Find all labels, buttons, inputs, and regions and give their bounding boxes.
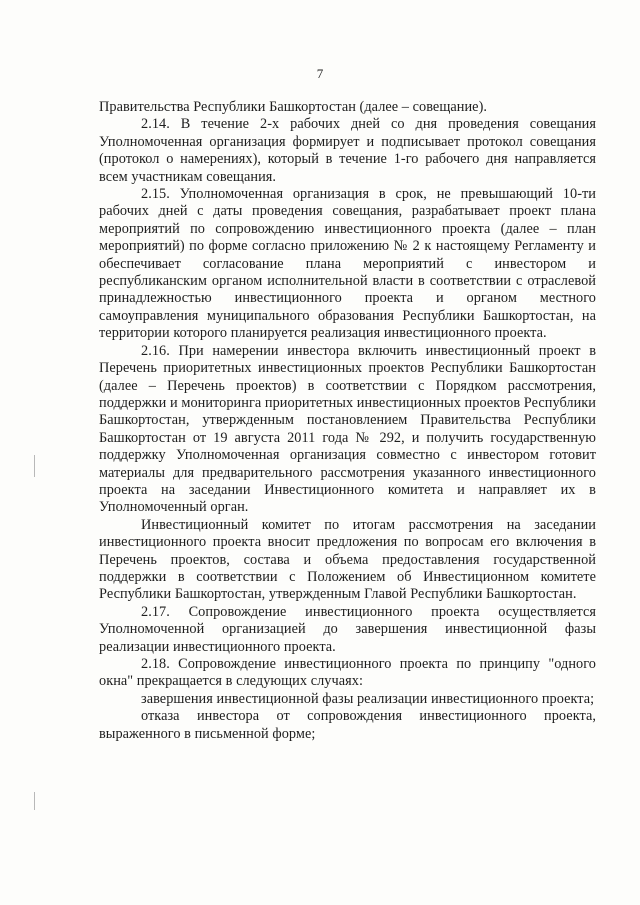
- list-item-refusal: отказа инвестора от сопровождения инвестиционного проекта, выраженного в письменной форме;: [99, 708, 596, 742]
- scan-margin-mark: [34, 455, 35, 477]
- paragraph-2-15: 2.15. Уполномоченная организация в срок, не превышающий 10-ти рабочих дней с даты проведения совещания, разрабатывает проект плана мероприятий по сопровождению инвестиционного проекта (далее – план мероприятий) по форме согласно приложению № 2 к настоящему Регламенту и обеспечивает согласование плана мероприятий с инвестором и республиканским органом исполнительной власти в соответствии с отраслевой принадлежностью инвестиционного проекта и органом местного самоуправления муниципального образования Республики Башкортостан, на территории которого планируется реализация инвестиционного проекта.: [99, 186, 596, 342]
- list-item-completion: завершения инвестиционной фазы реализации инвестиционного проекта;: [141, 690, 595, 707]
- scan-margin-mark: [34, 792, 35, 810]
- paragraph-2-14: 2.14. В течение 2-х рабочих дней со дня проведения совещания Уполномоченная организация формирует и подписывает протокол совещания (протокол о намерениях), который в течение 1-го рабочего дня направляется всем участникам совещания.: [99, 116, 596, 185]
- paragraph-2-17: 2.17. Сопровождение инвестиционного проекта осуществляется Уполномоченной организацией до завершения инвестиционной фазы реализации инвестиционного проекта.: [99, 603, 596, 655]
- paragraph-investment-committee: Инвестиционный комитет по итогам рассмотрения на заседании инвестиционного проекта вносит предложения по вопросам его включения в Перечень проектов, состава и объема предоставления государственной поддержки в соответствии с Положением об Инвестиционном комитете Республики Башкортостан, утвержденным Главой Республики Башкортостан.: [99, 516, 596, 603]
- paragraph-2-16: 2.16. При намерении инвестора включить инвестиционный проект в Перечень приоритетных инвестиционных проектов Республики Башкортостан (далее – Перечень проектов) в соответствии с Порядком рассмотрения, поддержки и мониторинга приоритетных инвестиционных проектов Республики Башкортостан, утвержденным постановлением Правительства Республики Башкортостан от 19 августа 2011 года № 292, и получить государственную поддержку Уполномоченная организация совместно с инвестором готовит материалы для предварительного рассмотрения указанного инвестиционного проекта на заседании Инвестиционного комитета и направляет их в Уполномоченный орган.: [99, 342, 596, 516]
- paragraph-continuation: Правительства Республики Башкортостан (далее – совещание).: [99, 99, 488, 115]
- body-text: [99, 99, 596, 743]
- paragraph-2-18: 2.18. Сопровождение инвестиционного проекта по принципу "одного окна" прекращается в следующих случаях:: [99, 656, 596, 690]
- page-number: 7: [316, 66, 324, 81]
